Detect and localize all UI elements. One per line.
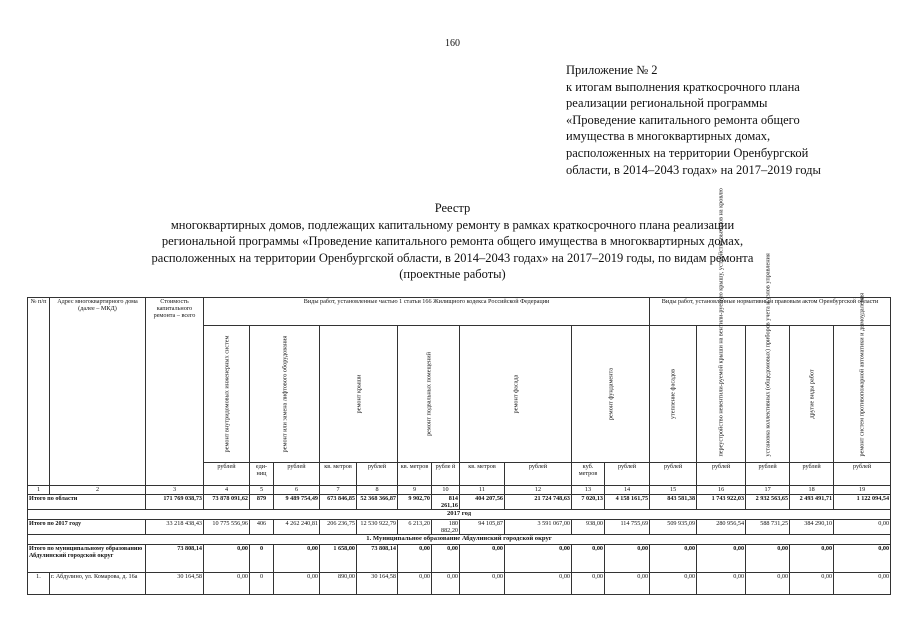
column-number-row — [28, 486, 891, 495]
header-col-fire — [834, 292, 891, 463]
unit-cell: рублей — [697, 463, 746, 486]
header-col-flatroof — [697, 188, 746, 463]
column-number: 3 — [146, 486, 204, 495]
header-col-insulation — [650, 326, 697, 463]
table-cell: 10 775 556,96 — [204, 520, 250, 535]
header-col-elevator-text: ремонт или замена лифтового оборудования — [281, 335, 288, 453]
unit-cell: кв. метров — [320, 463, 357, 486]
table-cell: 4 262 240,81 — [274, 520, 320, 535]
unit-cell: еди-ниц — [250, 463, 274, 486]
header-cost: Стоимость капитального ремонта – всего — [146, 298, 204, 486]
table-cell: 52 368 366,87 — [357, 495, 398, 510]
table-cell: 0,00 — [834, 545, 891, 573]
header-col-systems — [204, 326, 250, 463]
appendix-line: «Проведение капитального ремонта общего — [566, 112, 800, 127]
appendix-line: к итогам выполнения краткосрочного плана — [566, 79, 800, 94]
table-cell: 7 020,13 — [572, 495, 605, 510]
unit-cell: рублей — [357, 463, 398, 486]
table-cell: 0,00 — [204, 545, 250, 573]
header-col-fire-text: ремонт систем противопожарной автоматики и дымоудаления — [858, 292, 866, 457]
header-col-other — [790, 326, 834, 463]
table-cell: 404 207,56 — [460, 495, 505, 510]
table-cell: 6 213,20 — [398, 520, 432, 535]
table-cell: 206 236,75 — [320, 520, 357, 535]
header-num: № п/п — [28, 298, 50, 486]
table-cell: 114 755,69 — [605, 520, 650, 535]
row-number: 1. — [28, 573, 50, 595]
table-cell: 0,00 — [697, 545, 746, 573]
table-cell: 0,00 — [505, 573, 572, 595]
table-cell: 73 878 091,62 — [204, 495, 250, 510]
table-cell: 280 956,54 — [697, 520, 746, 535]
table-cell: 0,00 — [505, 545, 572, 573]
table-cell: 1 658,00 — [320, 545, 357, 573]
header-col-basement-text: ремонт подвальных помещений — [425, 352, 432, 436]
unit-cell: рублей — [834, 463, 891, 486]
column-number: 4 — [204, 486, 250, 495]
table-cell: 0,00 — [460, 573, 505, 595]
column-number: 12 — [505, 486, 572, 495]
column-number: 7 — [320, 486, 357, 495]
header-col-facade-text: ремонт фасада — [512, 374, 519, 414]
table-cell: 0,00 — [697, 573, 746, 595]
appendix-line: Приложение № 2 — [566, 63, 658, 77]
table-cell: 879 — [250, 495, 274, 510]
table-cell: 73 808,14 — [357, 545, 398, 573]
unit-cell: рублей — [605, 463, 650, 486]
header-col-meters-text: установка коллективных (общедомовых) приборов учета и узлов управления — [764, 253, 772, 457]
table-cell: 0,00 — [790, 545, 834, 573]
table-cell: 0,00 — [274, 545, 320, 573]
table-cell: 171 769 038,73 — [146, 495, 204, 510]
table-cell: 0,00 — [398, 545, 432, 573]
table-cell: 9 902,70 — [398, 495, 432, 510]
column-number: 17 — [746, 486, 790, 495]
header-col-systems-text: ремонт внутридомовых инженерных систем — [223, 335, 230, 453]
total-mo-row — [28, 545, 891, 573]
column-number: 18 — [790, 486, 834, 495]
table-cell: 4 158 161,75 — [605, 495, 650, 510]
table-cell: 814 261,16 — [432, 495, 460, 510]
table-cell: 0,00 — [834, 573, 891, 595]
column-number: 14 — [605, 486, 650, 495]
table-cell: 94 105,87 — [460, 520, 505, 535]
column-number: 8 — [357, 486, 398, 495]
table-cell: 2 932 563,65 — [746, 495, 790, 510]
table-cell: 0 — [250, 573, 274, 595]
table-cell: 0,00 — [572, 573, 605, 595]
unit-cell: рублей — [204, 463, 250, 486]
header-col-foundation — [572, 326, 650, 463]
column-number: 6 — [274, 486, 320, 495]
header-col-facade — [460, 326, 572, 463]
title-line: (проектные работы) — [399, 267, 506, 282]
column-number: 9 — [398, 486, 432, 495]
title-line: Реестр — [434, 201, 471, 215]
column-number: 19 — [834, 486, 891, 495]
total-region-row — [28, 495, 891, 510]
table-cell: 843 581,38 — [650, 495, 697, 510]
column-number: 2 — [50, 486, 146, 495]
table-cell: 0 — [250, 545, 274, 573]
unit-cell: рублей — [746, 463, 790, 486]
table-cell: 0,00 — [650, 573, 697, 595]
row-label: Итого по муниципальному образованию Абдулинский городской округ — [28, 545, 146, 573]
table-cell: 9 489 754,49 — [274, 495, 320, 510]
table-cell: 890,00 — [320, 573, 357, 595]
table-cell: 0,00 — [432, 545, 460, 573]
column-number: 13 — [572, 486, 605, 495]
section-heading: 1. Муниципальное образование Абдулинский городской округ — [28, 535, 891, 545]
table-cell: 0,00 — [650, 545, 697, 573]
table-cell: 30 164,58 — [146, 573, 204, 595]
table-cell: 0,00 — [274, 573, 320, 595]
unit-cell: рублей — [505, 463, 572, 486]
table-cell: 3 591 067,00 — [505, 520, 572, 535]
title-line: расположенных на территории Оренбургской области, в 2014–2043 годах» на 2017–2019 годы, по видам ремонта — [151, 250, 754, 265]
column-number: 16 — [697, 486, 746, 495]
appendix-caption — [566, 62, 821, 178]
table-cell: 2 493 491,71 — [790, 495, 834, 510]
row-label: Итого по области — [28, 495, 146, 510]
table-cell: 33 218 438,43 — [146, 520, 204, 535]
unit-cell: кв. метров — [398, 463, 432, 486]
table-cell: 12 530 922,79 — [357, 520, 398, 535]
table-cell: 0,00 — [746, 573, 790, 595]
column-number: 1 — [28, 486, 50, 495]
title-line: региональной программы «Проведение капитального ремонта общего имущества в многоквартирных домах, — [161, 234, 744, 249]
table-cell: 0,00 — [460, 545, 505, 573]
appendix-line: расположенных на территории Оренбургской — [566, 145, 809, 160]
page-number: 160 — [445, 38, 460, 49]
appendix-line: имущества в многоквартирных домах, — [566, 129, 771, 144]
column-number: 10 — [432, 486, 460, 495]
header-group-federal: Виды работ, установленные частью 1 статьи 166 Жилищного кодекса Российской Федерации — [204, 298, 650, 326]
total-2017-row — [28, 520, 891, 535]
table-cell: 0,00 — [572, 545, 605, 573]
header-col-foundation-text: ремонт фундамента — [607, 367, 615, 421]
table-row — [28, 573, 891, 595]
unit-cell: кв. метров — [460, 463, 505, 486]
table-cell: 673 846,85 — [320, 495, 357, 510]
header-group-regional: Виды работ, установленные нормативным правовым актом Оренбургской области — [650, 298, 891, 326]
table-cell: 384 290,10 — [790, 520, 834, 535]
title-line: многоквартирных домов, подлежащих капитальному ремонту в рамках краткосрочного плана реализации — [170, 217, 735, 232]
table-cell: 509 935,09 — [650, 520, 697, 535]
header-col-roof — [320, 326, 398, 463]
header-col-flatroof-text: переустройство невентили-руемой крыши на вентили-руемую крышу, устройство выходов на кровлю — [717, 188, 725, 457]
table-cell: 0,00 — [790, 573, 834, 595]
row-label: Итого по 2017 году — [28, 520, 146, 535]
row-address: г. Абдулино, ул. Комарова, д. 16а — [50, 573, 146, 595]
table-cell: 1 122 094,54 — [834, 495, 891, 510]
table-cell: 0,00 — [605, 573, 650, 595]
header-col-insulation-text: утепление фасадов — [669, 368, 677, 420]
header-col-roof-text: ремонт крыши — [355, 374, 362, 414]
unit-cell: рубле й — [432, 463, 460, 486]
table-cell: 588 731,25 — [746, 520, 790, 535]
year-heading: 2017 год — [28, 510, 891, 520]
table-cell: 0,00 — [746, 545, 790, 573]
table-cell: 0,00 — [398, 573, 432, 595]
header-col-other-text: другие виды работ — [808, 369, 816, 419]
table-cell: 1 743 922,03 — [697, 495, 746, 510]
unit-cell: куб. метров — [572, 463, 605, 486]
unit-cell: рублей — [274, 463, 320, 486]
unit-cell: рублей — [650, 463, 697, 486]
column-number: 11 — [460, 486, 505, 495]
header-col-meters — [746, 253, 790, 463]
table-cell: 30 164,58 — [357, 573, 398, 595]
unit-cell: рублей — [790, 463, 834, 486]
table-cell: 0,00 — [432, 573, 460, 595]
header-address: Адрес многоквартирного дома (далее – МКД) — [50, 298, 146, 486]
table-cell: 21 724 748,63 — [505, 495, 572, 510]
table-cell: 0,00 — [204, 573, 250, 595]
column-number: 5 — [250, 486, 274, 495]
table-cell: 938,00 — [572, 520, 605, 535]
table-cell: 406 — [250, 520, 274, 535]
table-cell: 0,00 — [834, 520, 891, 535]
appendix-line: реализации региональной программы — [566, 96, 768, 111]
table-cell: 180 882,20 — [432, 520, 460, 535]
header-col-elevator — [250, 326, 320, 463]
table-cell: 0,00 — [605, 545, 650, 573]
appendix-line: области, в 2014–2043 годах» на 2017–2019 годы — [566, 162, 821, 177]
column-number: 15 — [650, 486, 697, 495]
table-cell: 73 808,14 — [146, 545, 204, 573]
header-col-basement — [398, 326, 460, 463]
